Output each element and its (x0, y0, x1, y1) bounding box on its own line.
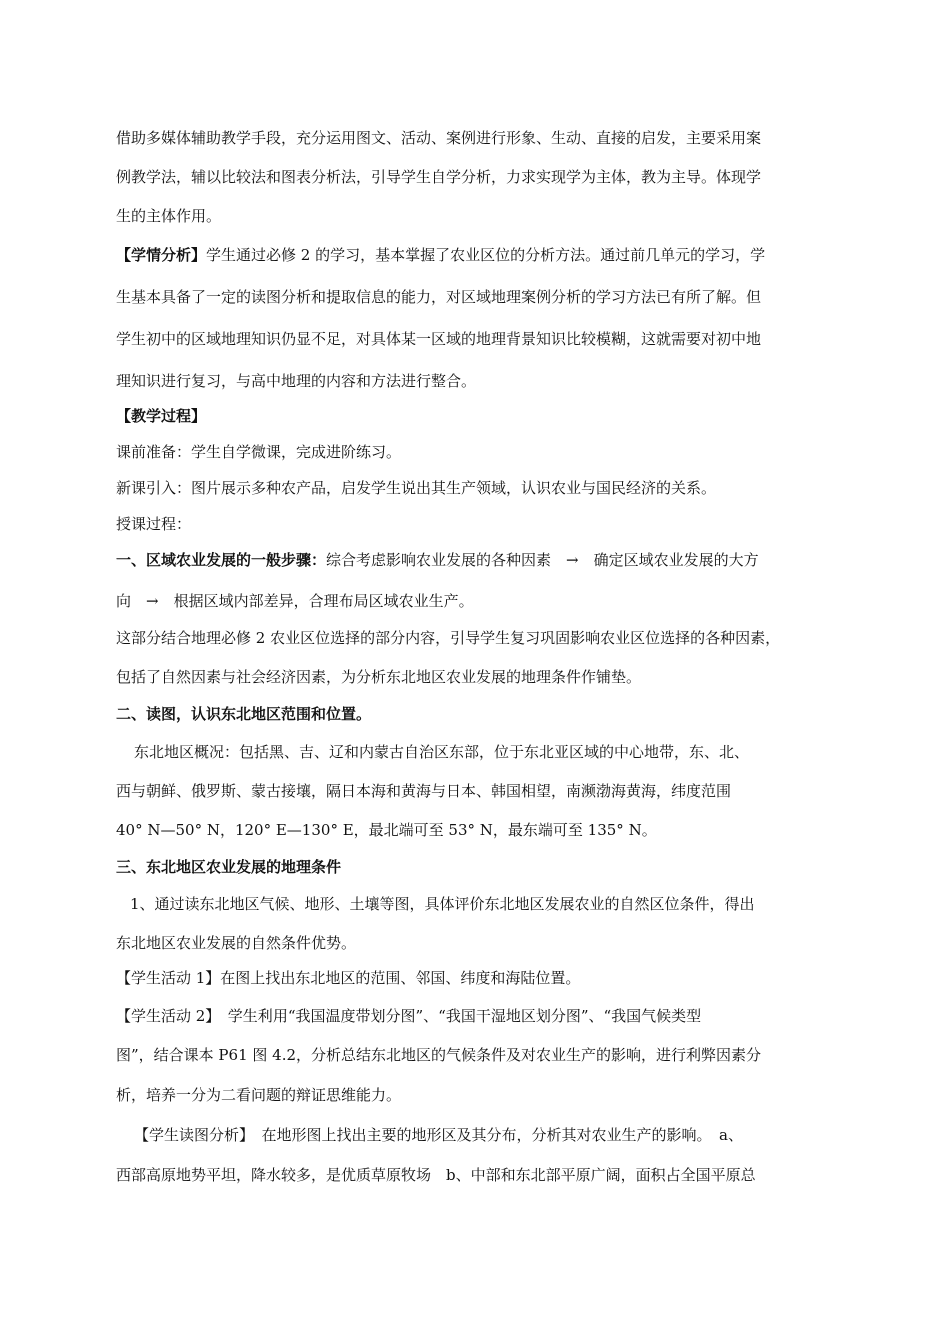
paragraph-line: 东北地区概况：包括黑、吉、辽和内蒙古自治区东部，位于东北亚区域的中心地带，东、北、 (134, 743, 750, 761)
paragraph-line: 例教学法，辅以比较法和图表分析法，引导学生自学分析，力求实现学为主体，教为主导。体现学 (116, 168, 762, 186)
paragraph-line: 学生初中的区域地理知识仍显不足，对具体某一区域的地理背景知识比较模糊，这就需要对初中地 (116, 330, 762, 348)
paragraph-line: 40° N—50° N，120° E—130° E，最北端可至 53° N，最东端可至 135° N。 (116, 821, 657, 839)
paragraph-line: 生的主体作用。 (116, 207, 222, 225)
paragraph-text: 综合考虑影响农业发展的各种因素 → 确定区域农业发展的大方 (326, 551, 759, 569)
paragraph-line: 【学生活动 2】 学生利用“我国温度带划分图”、“我国干湿地区划分图”、“我国气候类型 (116, 1007, 702, 1025)
paragraph-line (116, 245, 765, 265)
paragraph-line: 包括了自然因素与社会经济因素，为分析东北地区农业发展的地理条件作铺垫。 (116, 668, 642, 686)
paragraph-line: 西部高原地势平坦，降水较多，是优质草原牧场 b、中部和东北部平原广阔，面积占全国平原总 (116, 1166, 756, 1184)
paragraph-line (116, 550, 759, 570)
paragraph-line: 【学生读图分析】 在地形图上找出主要的地形区及其分布，分析其对农业生产的影响。 a、 (134, 1126, 743, 1144)
paragraph-line: 东北地区农业发展的自然条件优势。 (116, 934, 357, 952)
paragraph-line: 生基本具备了一定的读图分析和提取信息的能力，对区域地理案例分析的学习方法已有所了解。但 (116, 288, 762, 306)
paragraph-line: 理知识进行复习，与高中地理的内容和方法进行整合。 (116, 372, 477, 390)
paragraph-line: 课前准备：学生自学微课，完成进阶练习。 (116, 443, 402, 461)
paragraph-line: 借助多媒体辅助教学手段，充分运用图文、活动、案例进行形象、生动、直接的启发，主要采用案 (116, 129, 762, 147)
section-heading-two: 二、读图，认识东北地区范围和位置。 (116, 705, 372, 723)
section-heading-three: 三、东北地区农业发展的地理条件 (116, 858, 342, 876)
paragraph-line: 新课引入：图片展示多种农产品，启发学生说出其生产领域，认识农业与国民经济的关系。 (116, 479, 717, 497)
paragraph-line: 1、通过读东北地区气候、地形、土壤等图，具体评价东北地区发展农业的自然区位条件，得出 (130, 895, 755, 913)
paragraph-line: 析，培养一分为二看问题的辩证思维能力。 (116, 1086, 402, 1104)
paragraph-line: 图”，结合课本 P61 图 4.2，分析总结东北地区的气候条件及对农业生产的影响，进行利弊因素分 (116, 1046, 762, 1064)
paragraph-text: 学生通过必修 2 的学习，基本掌握了农业区位的分析方法。通过前几单元的学习，学 (206, 246, 766, 264)
section-heading-one: 一、区域农业发展的一般步骤： (116, 551, 327, 569)
paragraph-line: 【学生活动 1】在图上找出东北地区的范围、邻国、纬度和海陆位置。 (116, 969, 581, 987)
paragraph-line: 授课过程： (116, 515, 192, 533)
section-heading-xueqing: 【学情分析】 (116, 246, 207, 264)
paragraph-line: 西与朝鲜、俄罗斯、蒙古接壤，隔日本海和黄海与日本、韩国相望，南濒渤海黄海，纬度范围 (116, 782, 732, 800)
paragraph-line: 向 → 根据区域内部差异，合理布局区域农业生产。 (116, 592, 474, 610)
section-heading-jiaoxue: 【教学过程】 (116, 407, 207, 425)
paragraph-line: 这部分结合地理必修 2 农业区位选择的部分内容，引导学生复习巩固影响农业区位选择的各种因素， (116, 629, 781, 647)
